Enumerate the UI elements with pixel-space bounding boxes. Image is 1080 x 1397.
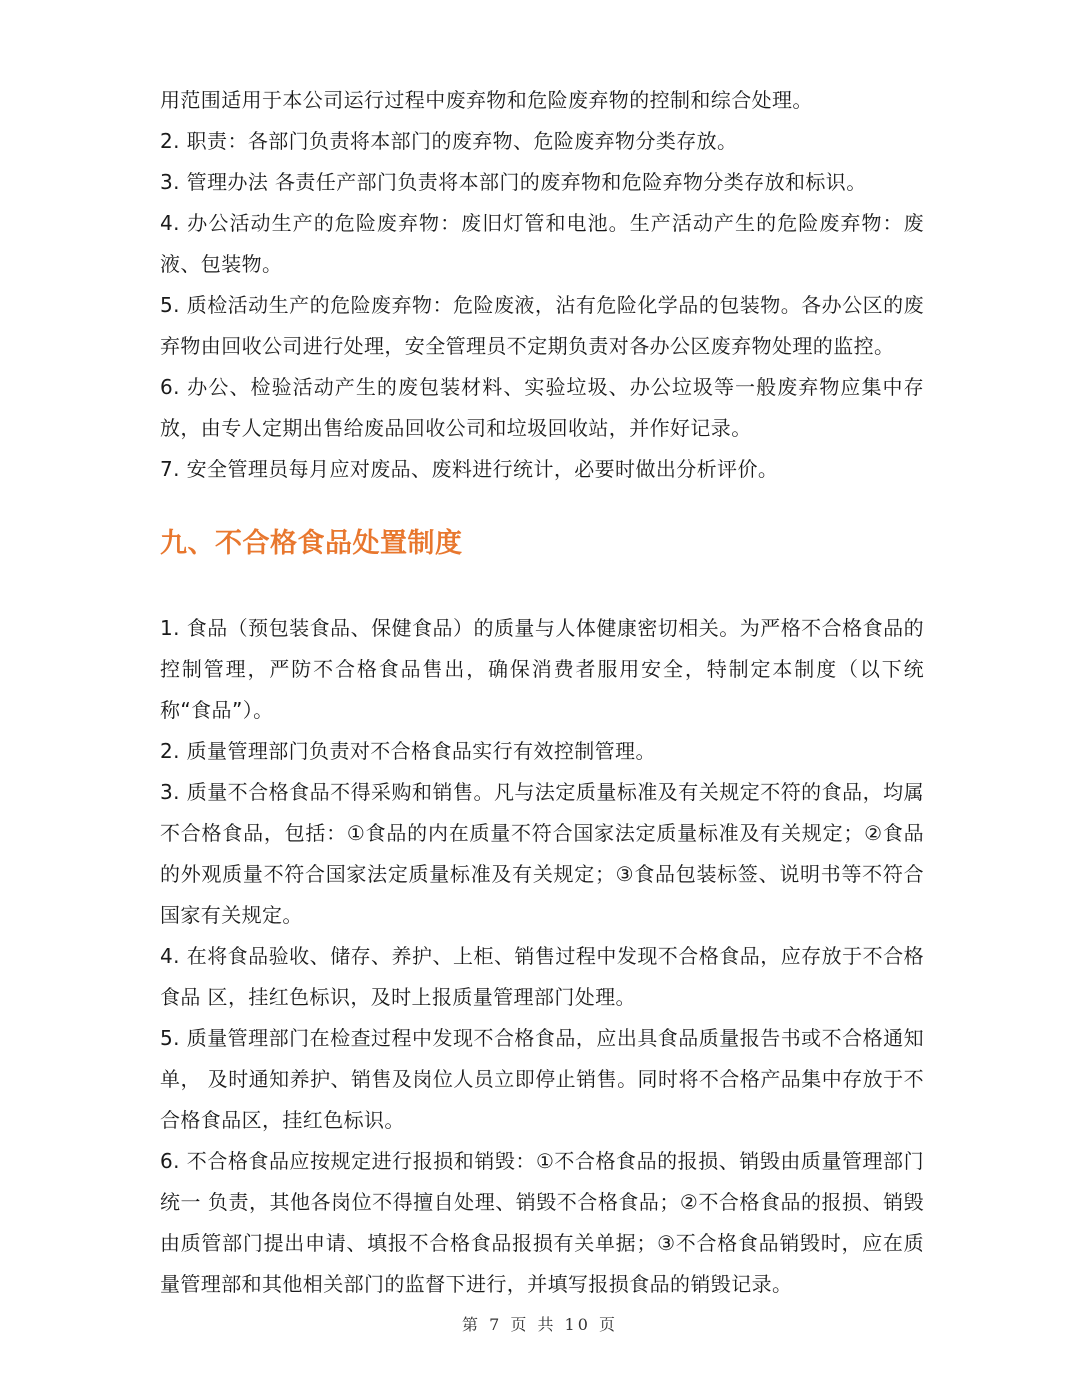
paragraph-office-waste: 4. 办公活动生产的危险废弃物：废旧灯管和电池。生产活动产生的危险废弃物：废液、包装物。 <box>160 211 924 276</box>
paragraph-food-quality: 1. 食品（预包装食品、保健食品）的质量与人体健康密切相关。为严格不合格食品的控制管理，严防不合格食品售出，确保消费者服用安全，特制定本制度（以下统称“食品”）。 <box>160 616 924 722</box>
paragraph-method: 3. 管理办法 各责任产部门负责将本部门的废弃物和危险弃物分类存放和标识。 <box>160 170 867 194</box>
paragraph-duty: 2. 职责：各部门负责将本部门的废弃物、危险废弃物分类存放。 <box>160 129 738 153</box>
paragraph-inspection-waste: 5. 质检活动生产的危险废弃物：危险废液，沾有危险化学品的包装物。各办公区的废弃物由回收公司进行处理，安全管理员不定期负责对各办公区废弃物处理的监控。 <box>160 293 924 358</box>
paragraph-storage-handling: 4. 在将食品验收、储存、养护、上柜、销售过程中发现不合格食品，应存放于不合格食品 区，挂红色标识，及时上报质量管理部门处理。 <box>160 944 924 1009</box>
paragraph-scope: 用范围适用于本公司运行过程中废弃物和危险废弃物的控制和综合处理。 <box>160 88 813 112</box>
paragraph-disposal: 6. 不合格食品应按规定进行报损和销毁：①不合格食品的报损、销毁由质量管理部门统一 负责，其他各岗位不得擅自处理、销毁不合格食品；②不合格食品的报损、销毁由质管部门提出申请、填报不合格食品报损有关单据；③不合格食品销毁时，应在质量管理部和其他相关部门的监督下进行，并填写报损食品的销毁记录。 <box>160 1149 924 1296</box>
page-footer: 第 7 页 共 10 页 <box>462 1315 618 1334</box>
paragraph-unqualified-definition: 3. 质量不合格食品不得采购和销售。凡与法定质量标准及有关规定不符的食品，均属不合格食品，包括：①食品的内在质量不符合国家法定质量标准及有关规定；②食品的外观质量不符合国家法定质量标准及有关规定；③食品包装标签、说明书等不符合国家有关规定。 <box>160 780 924 927</box>
paragraph-inspection-notice: 5. 质量管理部门在检查过程中发现不合格食品，应出具食品质量报告书或不合格通知单， 及时通知养护、销售及岗位人员立即停止销售。同时将不合格产品集中存放于不合格食品区，挂红色标识。 <box>160 1026 924 1132</box>
paragraph-general-waste: 6. 办公、检验活动产生的废包装材料、实验垃圾、办公垃圾等一般废弃物应集中存放，由专人定期出售给废品回收公司和垃圾回收站，并作好记录。 <box>160 375 924 440</box>
paragraph-quality-dept: 2. 质量管理部门负责对不合格食品实行有效控制管理。 <box>160 739 656 763</box>
section-heading: 九、不合格食品处置制度 <box>160 528 463 559</box>
paragraph-statistics: 7. 安全管理员每月应对废品、废料进行统计，必要时做出分析评价。 <box>160 457 779 481</box>
page-content <box>160 80 924 1305</box>
